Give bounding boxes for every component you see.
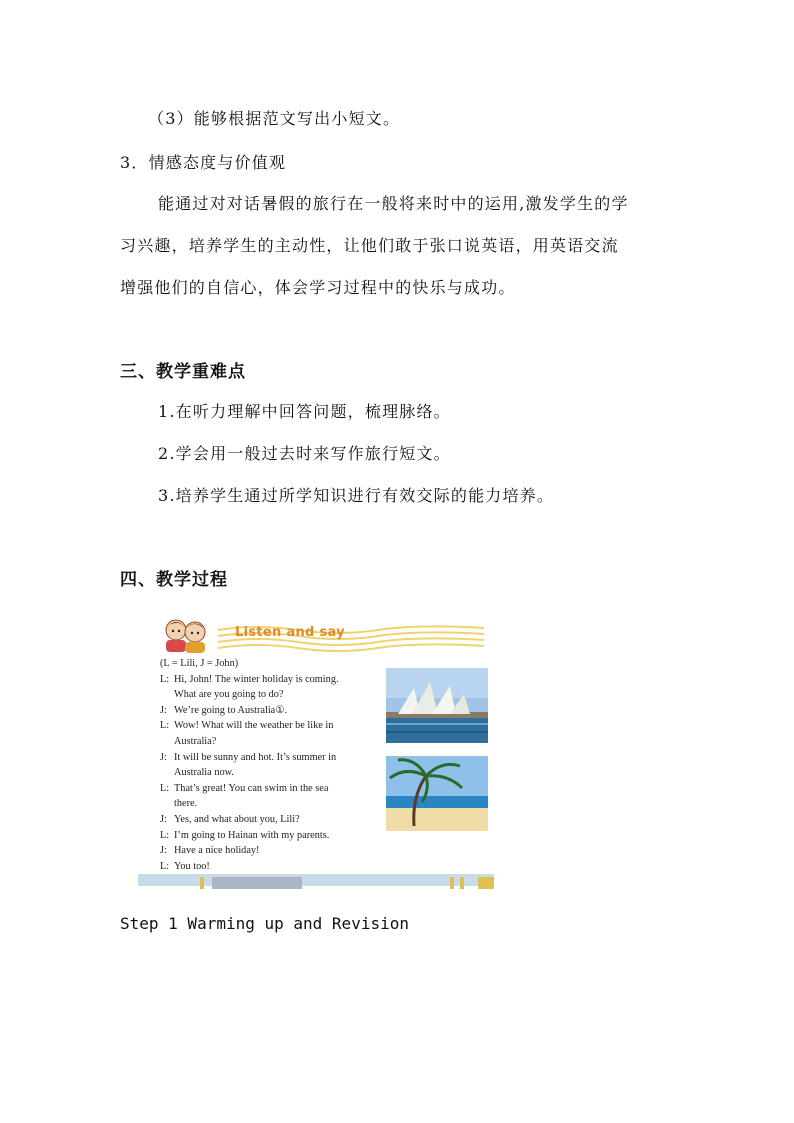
key-point-3: 3.培养学生通过所学知识进行有效交际的能力培养。	[158, 486, 555, 505]
dialogue	[160, 656, 380, 874]
dialogue-text: What are you going to do?	[174, 689, 284, 701]
dialogue-line	[160, 859, 380, 875]
section-3-line-3: 增强他们的自信心，体会学习过程中的快乐与成功。	[120, 278, 516, 297]
dialogue-text: there.	[174, 798, 198, 810]
strip-pattern	[138, 877, 494, 889]
speaker-label	[160, 796, 174, 812]
dialogue-text: Australia now.	[174, 767, 234, 779]
step-1-heading: Step 1 Warming up and Revision	[120, 914, 409, 933]
speaker-label: J:	[160, 813, 167, 825]
speaker-label: L:	[160, 720, 170, 732]
dialogue-line	[160, 843, 380, 859]
speaker-label	[160, 734, 174, 750]
speaker-label: L:	[160, 673, 170, 685]
process-heading: 四、教学过程	[120, 570, 228, 590]
dialogue-line	[160, 750, 380, 766]
dialogue-text: Hi, John! The winter holiday is coming.	[174, 673, 339, 685]
textbook-figure	[138, 612, 494, 886]
dialogue-text: I’m going to Hainan with my parents.	[174, 829, 330, 841]
objective-3-3: （3）能够根据范文写出小短文。	[148, 109, 401, 128]
dialogue-line	[160, 672, 380, 688]
dialogue-text: Australia?	[174, 735, 217, 747]
dialogue-line	[160, 796, 380, 812]
dialogue-text: That’s great! You can swim in the sea	[174, 782, 329, 794]
speaker-label	[160, 765, 174, 781]
speaker-label: L:	[160, 829, 170, 841]
dialogue-text: You too!	[174, 860, 210, 872]
dialogue-text: Wow! What will the weather be like in	[174, 720, 334, 732]
speaker-label: J:	[160, 751, 167, 763]
children-icon	[160, 614, 210, 654]
palm-beach-photo	[386, 756, 488, 831]
banner-title: Listen and say	[235, 625, 345, 640]
sydney-opera-house-photo	[386, 668, 488, 743]
dialogue-line	[160, 734, 380, 750]
dialogue-line	[160, 687, 380, 703]
speaker-label: L:	[160, 782, 170, 794]
speaker-label	[160, 687, 174, 703]
section-3-heading: 3．情感态度与价值观	[120, 153, 287, 172]
section-3-line-2: 习兴趣，培养学生的主动性，让他们敢于张口说英语，用英语交流	[120, 236, 619, 255]
dialogue-text: We’re going to Australia①.	[174, 704, 288, 716]
dialogue-text: Have a nice holiday!	[174, 845, 260, 857]
dialogue-text: Yes, and what about you, Lili?	[174, 813, 300, 825]
dialogue-intro: (L = Lili, J = John)	[160, 658, 239, 669]
speaker-label: L:	[160, 860, 170, 872]
dialogue-line	[160, 703, 380, 719]
bottom-decoration-strip	[138, 874, 494, 886]
section-3-line-1: 能通过对对话暑假的旅行在一般将来时中的运用,激发学生的学	[158, 194, 629, 213]
speaker-label: J:	[160, 845, 167, 857]
dialogue-line	[160, 765, 380, 781]
dialogue-line	[160, 781, 380, 797]
dialogue-line	[160, 812, 380, 828]
speaker-label: J:	[160, 704, 167, 716]
dialogue-line	[160, 828, 380, 844]
dialogue-text: It will be sunny and hot. It’s summer in	[174, 751, 337, 763]
key-point-1: 1.在听力理解中回答问题，梳理脉络。	[158, 402, 451, 421]
key-points-heading: 三、教学重难点	[120, 362, 246, 382]
dialogue-line	[160, 718, 380, 734]
key-point-2: 2.学会用一般过去时来写作旅行短文。	[158, 444, 451, 463]
